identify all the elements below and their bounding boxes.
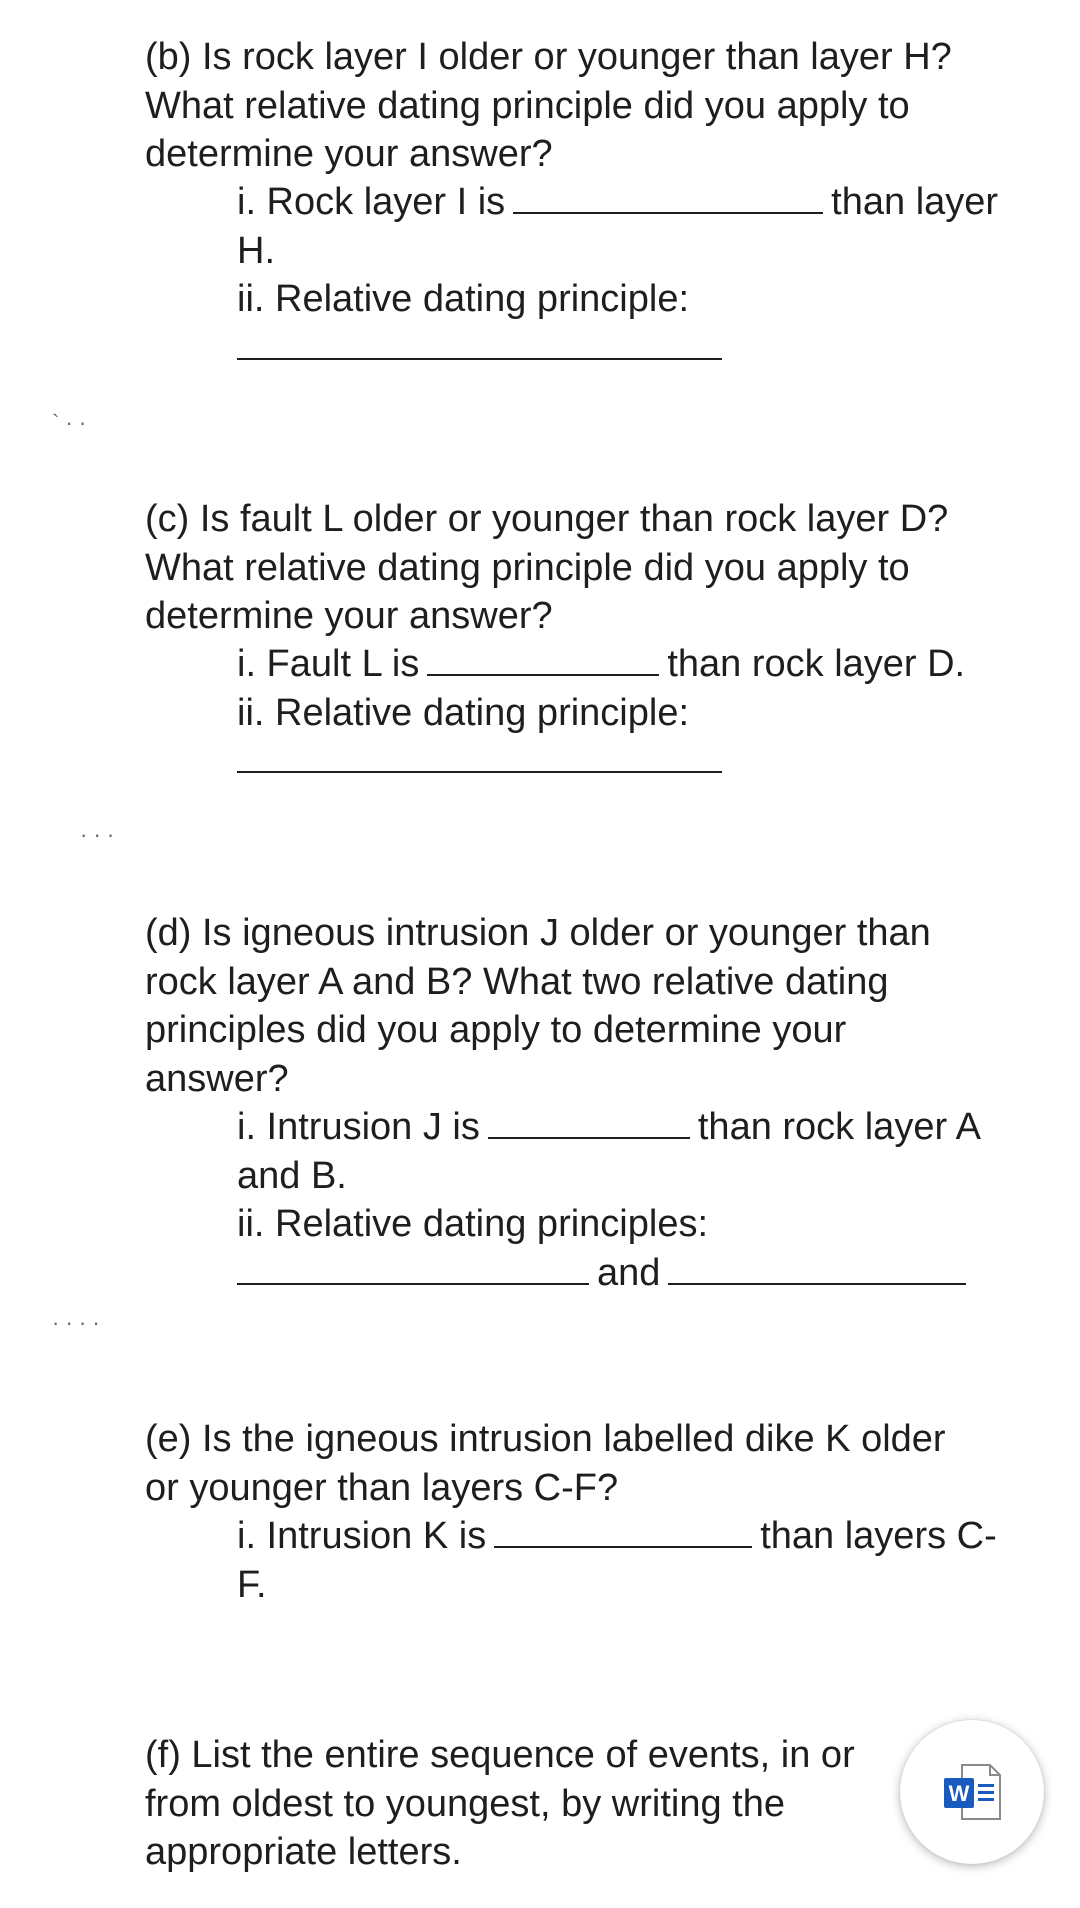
scan-mark: ` · · bbox=[52, 410, 87, 435]
question-c-line-3: determine your answer? bbox=[145, 595, 553, 637]
question-c-line-1: (c) Is fault L older or younger than rock layer D? bbox=[145, 498, 949, 540]
scan-mark: · · · · bbox=[52, 1310, 100, 1335]
question-d-line-2: rock layer A and B? What two relative dating bbox=[145, 960, 889, 1003]
question-e-line-2: or younger than layers C-F? bbox=[145, 1466, 619, 1509]
question-e bbox=[145, 1415, 946, 1512]
answer-e-i-suffix: than layers C- bbox=[760, 1515, 997, 1557]
answer-b-ii-line bbox=[237, 324, 998, 373]
question-d-answers bbox=[237, 1103, 981, 1297]
answer-d-ii-line bbox=[237, 1249, 981, 1298]
answer-c-ii-blank[interactable] bbox=[237, 737, 722, 773]
answer-d-and: and bbox=[597, 1251, 661, 1294]
question-d bbox=[145, 909, 931, 1103]
question-f-line-2: from oldest to youngest, by writing the bbox=[145, 1782, 785, 1825]
answer-e-i-wrap: F. bbox=[237, 1563, 267, 1606]
word-document-icon bbox=[940, 1762, 1004, 1822]
answer-c-i bbox=[237, 640, 965, 689]
answer-c-i-blank[interactable] bbox=[427, 640, 659, 676]
answer-d-ii-blank-2[interactable] bbox=[668, 1249, 966, 1285]
question-d-line-1: (d) Is igneous intrusion J older or younger than bbox=[145, 912, 931, 954]
open-in-word-button[interactable] bbox=[900, 1720, 1044, 1864]
answer-b-i-blank[interactable] bbox=[513, 178, 823, 214]
answer-b-i-wrap: H. bbox=[237, 229, 275, 272]
answer-c-i-suffix: than rock layer D. bbox=[667, 643, 966, 685]
word-badge-letter: W bbox=[948, 1781, 970, 1806]
answer-d-i-wrap: and B. bbox=[237, 1154, 347, 1197]
answer-d-ii: ii. Relative dating principles: bbox=[237, 1203, 709, 1245]
question-c-line-2: What relative dating principle did you apply to bbox=[145, 546, 910, 589]
answer-b-i bbox=[237, 178, 998, 227]
answer-b-i-suffix: than layer bbox=[831, 181, 999, 223]
answer-d-i-prefix: i. Intrusion J is bbox=[237, 1106, 480, 1148]
question-b-line-2: What relative dating principle did you apply to bbox=[145, 84, 910, 127]
answer-e-i-blank[interactable] bbox=[494, 1512, 752, 1548]
scan-mark: · · · bbox=[80, 822, 115, 847]
answer-b-ii-blank[interactable] bbox=[237, 324, 722, 360]
question-f bbox=[145, 1731, 855, 1877]
answer-e-i-prefix: i. Intrusion K is bbox=[237, 1515, 487, 1557]
question-d-line-4: answer? bbox=[145, 1057, 289, 1100]
question-f-line-1: (f) List the entire sequence of events, in or bbox=[145, 1734, 855, 1776]
answer-d-i-suffix: than rock layer A bbox=[697, 1106, 981, 1148]
question-f-line-3: appropriate letters. bbox=[145, 1831, 462, 1873]
question-d-line-3: principles did you apply to determine your bbox=[145, 1009, 847, 1051]
answer-c-ii: ii. Relative dating principle: bbox=[237, 691, 690, 734]
answer-d-i-blank[interactable] bbox=[488, 1103, 690, 1139]
question-e-line-1: (e) Is the igneous intrusion labelled dike K older bbox=[145, 1418, 946, 1460]
question-b-answers bbox=[237, 178, 998, 372]
question-b bbox=[145, 33, 952, 179]
answer-b-i-prefix: i. Rock layer I is bbox=[237, 181, 506, 223]
question-c bbox=[145, 495, 948, 641]
question-b-line-1: (b) Is rock layer I older or younger than layer H? bbox=[145, 36, 952, 78]
answer-d-i bbox=[237, 1103, 981, 1152]
answer-c-ii-line bbox=[237, 737, 965, 786]
answer-d-ii-blank-1[interactable] bbox=[237, 1249, 589, 1285]
answer-b-ii: ii. Relative dating principle: bbox=[237, 278, 690, 320]
question-b-line-3: determine your answer? bbox=[145, 133, 553, 175]
question-e-answers bbox=[237, 1512, 997, 1609]
question-c-answers bbox=[237, 640, 965, 786]
answer-e-i bbox=[237, 1512, 997, 1561]
answer-c-i-prefix: i. Fault L is bbox=[237, 643, 420, 685]
